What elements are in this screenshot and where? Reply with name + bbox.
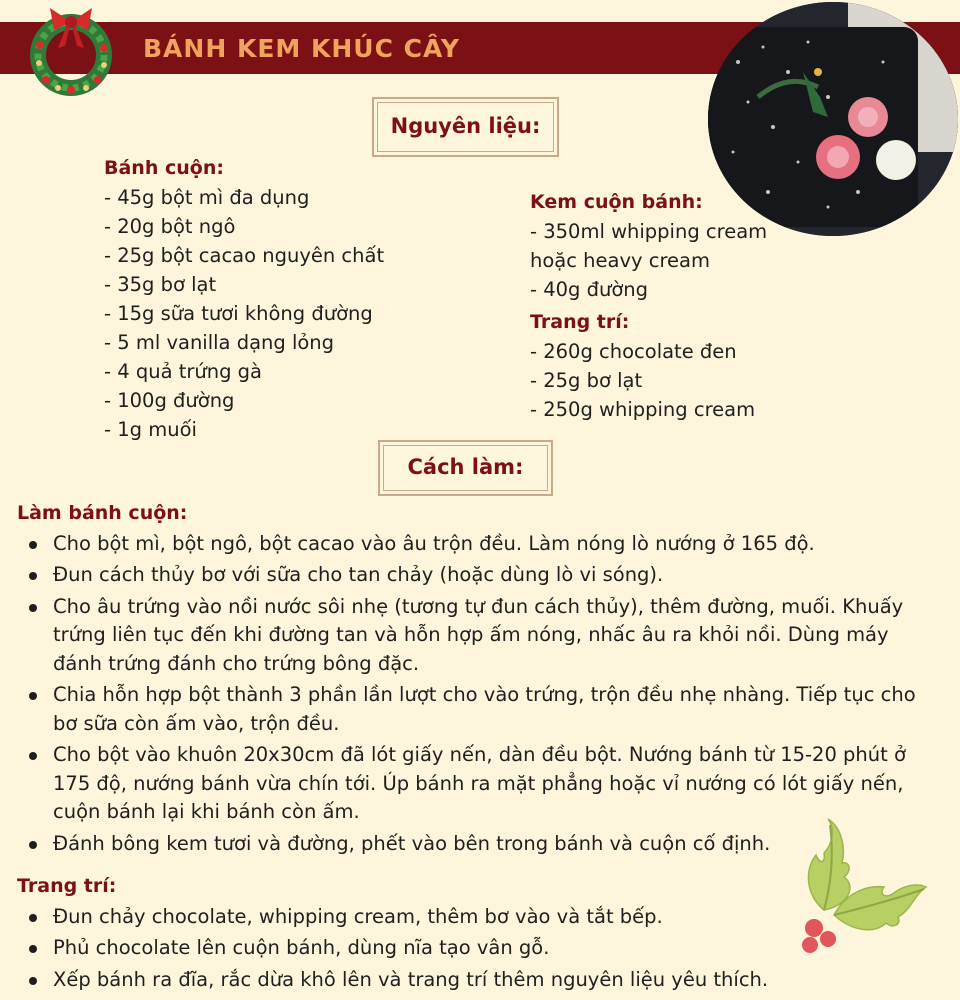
roll-cake-ingredients — [104, 154, 384, 444]
ingredient-item: - 5 ml vanilla dạng lỏng — [104, 331, 335, 354]
ingredient-item: - 250g whipping cream — [530, 398, 756, 421]
ingredient-item: - 1g muối — [104, 418, 197, 441]
list-item: Xếp bánh ra đĩa, rắc dừa khô lên và trang trí thêm nguyên liệu yêu thích. — [17, 966, 942, 995]
ingredient-item: - 15g sữa tươi không đường — [104, 302, 373, 325]
ingredient-item: - 35g bơ lạt — [104, 273, 217, 296]
list-item: Chia hỗn hợp bột thành 3 phần lần lượt cho vào trứng, trộn đều nhẹ nhàng. Tiếp tục cho bơ sữa còn ấm vào, trộn đều. — [17, 681, 942, 738]
ingredient-item: - 100g đường — [104, 389, 235, 412]
ingredients-heading-box — [372, 97, 559, 157]
decoration-heading: Trang trí: — [530, 311, 630, 333]
roll-cake-heading: Bánh cuộn: — [104, 157, 224, 179]
list-item: Đánh bông kem tươi và đường, phết vào bên trong bánh và cuộn cố định. — [17, 830, 942, 859]
wreath-icon — [18, 0, 124, 106]
roll-steps-list — [17, 530, 942, 859]
ingredient-item: - 25g bơ lạt — [530, 369, 643, 392]
list-item: Cho bột vào khuôn 20x30cm đã lót giấy nến, dàn đều bột. Nướng bánh từ 15-20 phút ở 175 độ, nướng bánh vừa chín tới. Úp bánh ra mặt phẳng hoặc vỉ nướng có lót giấy nến, cuộn bánh lại khi bánh còn ấm. — [17, 741, 942, 827]
list-item: Đun chảy chocolate, whipping cream, thêm bơ vào và tắt bếp. — [17, 903, 942, 932]
method-heading-box — [378, 440, 553, 496]
cream-heading: Kem cuộn bánh: — [530, 191, 703, 213]
list-item: Cho bột mì, bột ngô, bột cacao vào âu trộn đều. Làm nóng lò nướng ở 165 độ. — [17, 530, 942, 559]
ingredient-item: - 20g bột ngô — [104, 215, 236, 238]
ingredient-item: hoặc heavy cream — [530, 249, 710, 272]
ingredients-heading: Nguyên liệu: — [390, 114, 541, 138]
cream-and-decor-ingredients — [530, 188, 767, 424]
list-item: Đun cách thủy bơ với sữa cho tan chảy (hoặc dùng lò vi sóng). — [17, 561, 942, 590]
ingredient-item: - 25g bột cacao nguyên chất — [104, 244, 385, 267]
page-title: BÁNH KEM KHÚC CÂY — [143, 34, 461, 63]
ingredient-item: - 350ml whipping cream — [530, 220, 768, 243]
method-heading: Cách làm: — [407, 455, 524, 479]
roll-method-heading: Làm bánh cuộn: — [17, 502, 188, 524]
holly-icon — [786, 815, 936, 965]
list-item: Phủ chocolate lên cuộn bánh, dùng nĩa tạo vân gỗ. — [17, 934, 942, 963]
ingredient-item: - 45g bột mì đa dụng — [104, 186, 310, 209]
decor-method-heading: Trang trí: — [17, 875, 117, 897]
ingredient-item: - 4 quả trứng gà — [104, 360, 263, 383]
ingredient-item: - 260g chocolate đen — [530, 340, 737, 363]
list-item: Cho âu trứng vào nồi nước sôi nhẹ (tương tự đun cách thủy), thêm đường, muối. Khuấy trứng liên tục đến khi đường tan và hỗn hợp ấm nóng, nhấc âu ra khỏi nồi. Dùng máy đánh trứng đánh cho trứng bông đặc. — [17, 593, 942, 679]
ingredient-item: - 40g đường — [530, 278, 649, 301]
